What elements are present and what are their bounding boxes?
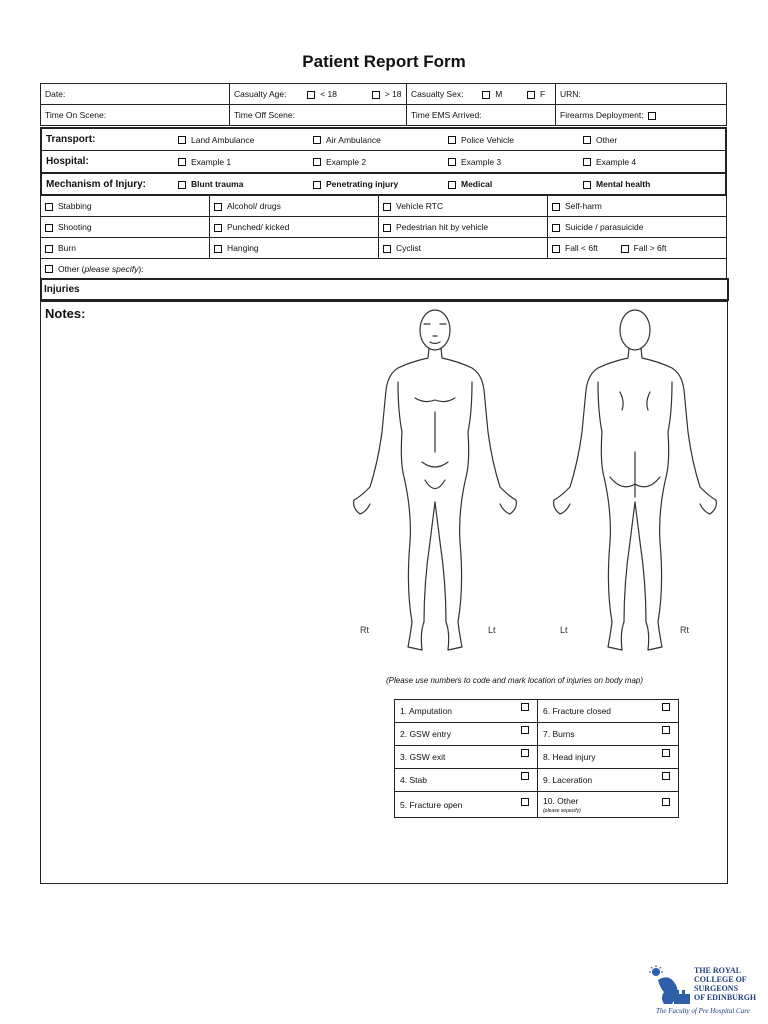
- hospital-checkbox[interactable]: [313, 158, 321, 166]
- cause-label: Cyclist: [396, 243, 422, 253]
- injury-code-cell[interactable]: [538, 792, 679, 818]
- cause-checkbox[interactable]: [45, 245, 53, 253]
- casualty-sex-field: [407, 84, 556, 105]
- firearms-label: Firearms Deployment:: [560, 110, 644, 120]
- cause-label: Shooting: [58, 222, 92, 232]
- injury-code-cell[interactable]: [538, 746, 679, 769]
- mechanism-option-label: Penetrating injury: [326, 179, 399, 189]
- injuries-label: Injuries: [44, 284, 80, 295]
- hospital-option-label: Example 3: [461, 156, 502, 167]
- transport-checkbox[interactable]: [448, 136, 456, 144]
- injury-code-label: 2. GSW entry: [400, 729, 452, 739]
- lt-back-label: Lt: [560, 625, 568, 635]
- hospital-option[interactable]: [178, 157, 313, 167]
- rt-back-label: Rt: [680, 625, 689, 635]
- hospital-option-label: Example 1: [191, 156, 232, 167]
- transport-option[interactable]: [178, 135, 313, 145]
- mechanism-checkbox[interactable]: [583, 181, 591, 189]
- injury-code-label: 8. Head injury: [543, 752, 596, 762]
- injury-code-label: 7. Burns: [543, 729, 575, 739]
- age-over-checkbox[interactable]: [372, 91, 380, 99]
- cause-option[interactable]: [41, 238, 210, 259]
- transport-option-label: Other: [596, 134, 618, 145]
- transport-checkbox[interactable]: [583, 136, 591, 144]
- logo-line: OF EDINBURGH: [694, 993, 757, 1002]
- sex-m-label: M: [495, 89, 503, 99]
- injury-code-cell[interactable]: [538, 723, 679, 746]
- firearms-checkbox[interactable]: [648, 112, 656, 120]
- body-back-figure[interactable]: [554, 310, 717, 650]
- mechanism-option-label: Mental health: [596, 179, 651, 189]
- cause-label: Fall > 6ft: [633, 243, 667, 253]
- injury-code-cell[interactable]: [395, 723, 538, 746]
- urn-label: URN:: [560, 89, 581, 99]
- date-label: Date:: [45, 89, 66, 99]
- lt-front-label: Lt: [488, 625, 496, 635]
- cause-other-suffix: ):: [138, 263, 144, 274]
- cause-option[interactable]: [41, 196, 210, 217]
- injury-code-cell[interactable]: [538, 700, 679, 723]
- cause-option[interactable]: [210, 238, 379, 259]
- injury-code-cell[interactable]: [395, 769, 538, 792]
- injury-code-checkbox[interactable]: [662, 772, 670, 780]
- cause-checkbox[interactable]: [552, 203, 560, 211]
- transport-table: [40, 127, 727, 196]
- mechanism-option[interactable]: [178, 179, 313, 189]
- hospital-checkbox[interactable]: [178, 158, 186, 166]
- cause-checkbox[interactable]: [214, 224, 222, 232]
- cause-option[interactable]: [548, 217, 727, 238]
- mechanism-option-label: Medical: [461, 179, 493, 189]
- time-on-scene-label: Time On Scene:: [45, 110, 107, 120]
- sex-m-checkbox[interactable]: [482, 91, 490, 99]
- age-under-checkbox[interactable]: [307, 91, 315, 99]
- mechanism-option[interactable]: [313, 179, 448, 189]
- cause-checkbox[interactable]: [621, 245, 629, 253]
- mechanism-checkbox[interactable]: [313, 181, 321, 189]
- cause-other-option[interactable]: [41, 259, 727, 279]
- cause-option-falls: [548, 238, 727, 259]
- injury-code-cell[interactable]: [538, 769, 679, 792]
- cause-checkbox[interactable]: [214, 245, 222, 253]
- cause-checkbox[interactable]: [214, 203, 222, 211]
- transport-option[interactable]: [448, 135, 583, 145]
- injury-code-checkbox[interactable]: [521, 726, 529, 734]
- injury-code-checkbox[interactable]: [521, 749, 529, 757]
- firearms-field: [556, 105, 727, 126]
- casualty-age-field: [230, 84, 407, 105]
- sex-f-checkbox[interactable]: [527, 91, 535, 99]
- cause-label: Punched/ kicked: [227, 222, 290, 232]
- body-map[interactable]: [340, 302, 720, 662]
- hospital-checkbox[interactable]: [583, 158, 591, 166]
- hospital-option-label: Example 4: [596, 156, 637, 167]
- cause-other-label: Other (: [58, 263, 85, 274]
- injury-code-label: 10. Other: [543, 795, 579, 806]
- rt-front-label: Rt: [360, 625, 369, 635]
- injury-code-label: 5. Fracture open: [400, 799, 463, 810]
- injuries-header: [40, 278, 729, 301]
- injury-other-note: (please sepecify): [543, 807, 581, 814]
- cause-label: Suicide / parasuicide: [565, 222, 644, 232]
- cause-other-italic: please specify: [84, 263, 139, 274]
- cause-checkbox[interactable]: [552, 224, 560, 232]
- cause-label: Hanging: [227, 243, 259, 253]
- body-front-figure[interactable]: [354, 310, 517, 650]
- transport-option-label: Air Ambulance: [326, 134, 381, 145]
- transport-label: Transport:: [46, 134, 96, 145]
- cause-label: Burn: [58, 243, 76, 253]
- injury-code-cell[interactable]: [395, 792, 538, 818]
- cause-option[interactable]: [210, 196, 379, 217]
- mechanism-option[interactable]: [448, 179, 583, 189]
- hospital-option[interactable]: [313, 157, 448, 167]
- transport-option[interactable]: [313, 135, 448, 145]
- transport-checkbox[interactable]: [313, 136, 321, 144]
- cause-label: Self-harm: [565, 201, 602, 211]
- logo-subtitle: The Faculty of Pre Hospital Care: [656, 1007, 750, 1015]
- time-ems-label: Time EMS Arrived:: [411, 110, 482, 120]
- rcse-logo-text: [694, 966, 756, 1002]
- hospital-option-label: Example 2: [326, 156, 367, 167]
- sex-f-label: F: [540, 89, 546, 99]
- cause-checkbox[interactable]: [383, 203, 391, 211]
- hospital-checkbox[interactable]: [448, 158, 456, 166]
- time-off-scene-field[interactable]: [230, 105, 407, 126]
- injury-code-checkbox[interactable]: [521, 703, 529, 711]
- notes-label: Notes:: [45, 306, 86, 321]
- mechanism-checkbox[interactable]: [178, 181, 186, 189]
- mechanism-option[interactable]: [583, 179, 650, 189]
- cause-checkbox[interactable]: [45, 224, 53, 232]
- age-under-label: < 18: [320, 89, 337, 99]
- transport-option-label: Land Ambulance: [191, 134, 255, 145]
- injury-code-checkbox[interactable]: [662, 703, 670, 711]
- mechanism-option-label: Blunt trauma: [191, 179, 244, 189]
- date-field[interactable]: [41, 84, 230, 105]
- casualty-sex-label: Casualty Sex:: [411, 89, 464, 99]
- page-title: Patient Report Form: [302, 52, 466, 71]
- injury-instruction: (Please use numbers to code and mark location of injuries on body map): [386, 676, 644, 685]
- age-over-label: > 18: [384, 89, 402, 99]
- cause-checkbox[interactable]: [383, 245, 391, 253]
- injury-code-label: 1. Amputation: [400, 706, 452, 716]
- injury-code-label: 6. Fracture closed: [543, 706, 612, 716]
- cause-option[interactable]: [210, 217, 379, 238]
- casualty-age-label: Casualty Age:: [234, 89, 287, 99]
- time-on-scene-field[interactable]: [41, 105, 230, 126]
- mechanism-label: Mechanism of Injury:: [46, 178, 147, 190]
- cause-label: Fall < 6ft: [565, 243, 598, 253]
- header-table: [40, 83, 727, 126]
- cause-option[interactable]: [41, 217, 210, 238]
- cause-label: Stabbing: [58, 201, 92, 211]
- cause-option[interactable]: [379, 238, 548, 259]
- cause-label: Vehicle RTC: [396, 201, 444, 211]
- logo-line: COLLEGE OF: [694, 975, 747, 984]
- hospital-option[interactable]: [448, 157, 583, 167]
- injury-code-checkbox[interactable]: [521, 772, 529, 780]
- cause-option[interactable]: [548, 196, 727, 217]
- urn-field[interactable]: [556, 84, 727, 105]
- injury-code-checkbox[interactable]: [662, 749, 670, 757]
- time-ems-field[interactable]: [407, 105, 556, 126]
- injury-codes-table: [394, 699, 679, 818]
- transport-option[interactable]: [583, 135, 617, 145]
- cause-checkbox[interactable]: [45, 203, 53, 211]
- injury-code-checkbox[interactable]: [662, 726, 670, 734]
- cause-option[interactable]: [379, 217, 548, 238]
- time-off-scene-label: Time Off Scene:: [234, 110, 295, 120]
- cause-option[interactable]: [379, 196, 548, 217]
- logo-line: SURGEONS: [694, 984, 739, 993]
- hospital-option[interactable]: [583, 157, 636, 167]
- mechanism-checkbox[interactable]: [448, 181, 456, 189]
- injury-code-checkbox[interactable]: [521, 798, 529, 806]
- cause-label: Alcohol/ drugs: [227, 201, 281, 211]
- cause-label: Pedestrian hit by vehicle: [396, 222, 489, 232]
- injury-code-cell[interactable]: [395, 746, 538, 769]
- transport-checkbox[interactable]: [178, 136, 186, 144]
- hospital-label: Hospital:: [46, 156, 89, 167]
- logo-line: THE ROYAL: [694, 966, 742, 975]
- injury-code-cell[interactable]: [395, 700, 538, 723]
- causes-table: [40, 195, 727, 279]
- injury-code-label: 9. Laceration: [543, 775, 593, 785]
- injury-code-label: 4. Stab: [400, 775, 427, 785]
- injury-code-label: 3. GSW exit: [400, 752, 446, 762]
- cause-checkbox[interactable]: [383, 224, 391, 232]
- transport-option-label: Police Vehicle: [461, 134, 514, 145]
- injury-code-checkbox[interactable]: [662, 798, 670, 806]
- cause-other-checkbox[interactable]: [45, 265, 53, 273]
- cause-checkbox[interactable]: [552, 245, 560, 253]
